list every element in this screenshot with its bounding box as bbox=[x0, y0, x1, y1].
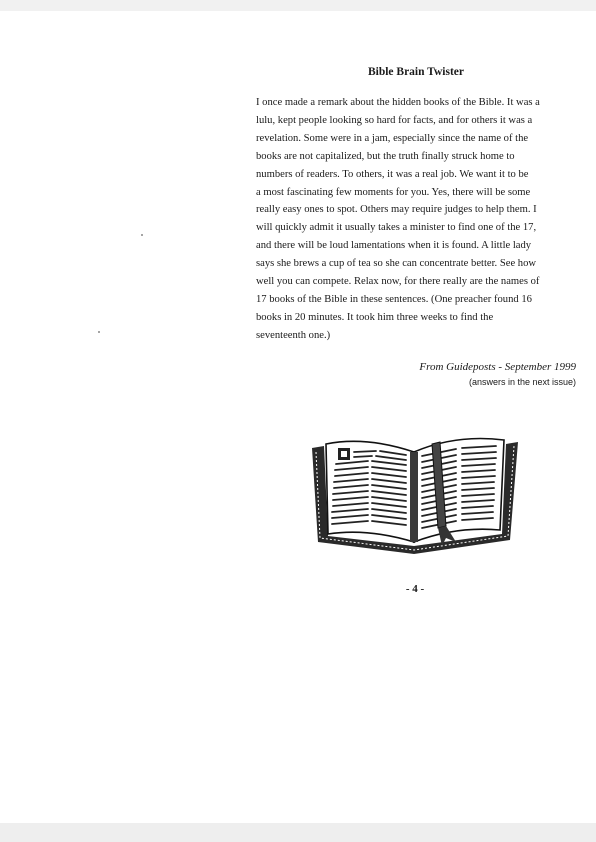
body-line: revelation. Some were in a jam, especially since the name of the bbox=[256, 132, 529, 144]
scan-speck bbox=[98, 331, 100, 333]
body-line: a most fascinating few moments for you. Yes, there will be some bbox=[256, 186, 531, 198]
body-line: books in 20 minutes. It took him three weeks to find the bbox=[256, 311, 494, 323]
body-line: books are not capitalized, but the truth finally struck home to bbox=[256, 150, 515, 162]
body-line: well you can compete. Relax now, for there really are the names of bbox=[256, 276, 540, 288]
body-line: says she brews a cup of tea so she can concentrate better. See how bbox=[256, 258, 537, 270]
body-line: seventeenth one.) bbox=[256, 329, 331, 341]
body-line: and there will be loud lamentations when it is found. A little lady bbox=[256, 240, 532, 252]
body-line: I once made a remark about the hidden books of the Bible. It was a bbox=[256, 97, 540, 108]
scan-top-edge bbox=[0, 0, 596, 11]
article-title: Bible Brain Twister bbox=[367, 66, 465, 78]
answers-note: (answers in the next issue) bbox=[468, 377, 576, 387]
body-line: numbers of readers. To others, it was a real job. We want it to be bbox=[256, 168, 529, 180]
body-line: will quickly admit it usually takes a minister to find one of the 17, bbox=[256, 222, 537, 234]
page-number: - 4 - bbox=[405, 583, 425, 595]
body-line: really easy ones to spot. Others may require judges to help them. I bbox=[256, 204, 537, 216]
scan-speck bbox=[141, 234, 143, 236]
body-line: lulu, kept people looking so hard for facts, and for others it was a bbox=[256, 114, 533, 126]
article-source: From Guideposts - September 1999 bbox=[419, 361, 576, 373]
body-line: 17 books of the Bible in these sentences. (One preacher found 16 bbox=[256, 293, 532, 305]
article-body bbox=[256, 94, 586, 345]
open-bible-icon bbox=[306, 430, 524, 558]
scan-bottom-edge bbox=[0, 823, 596, 842]
